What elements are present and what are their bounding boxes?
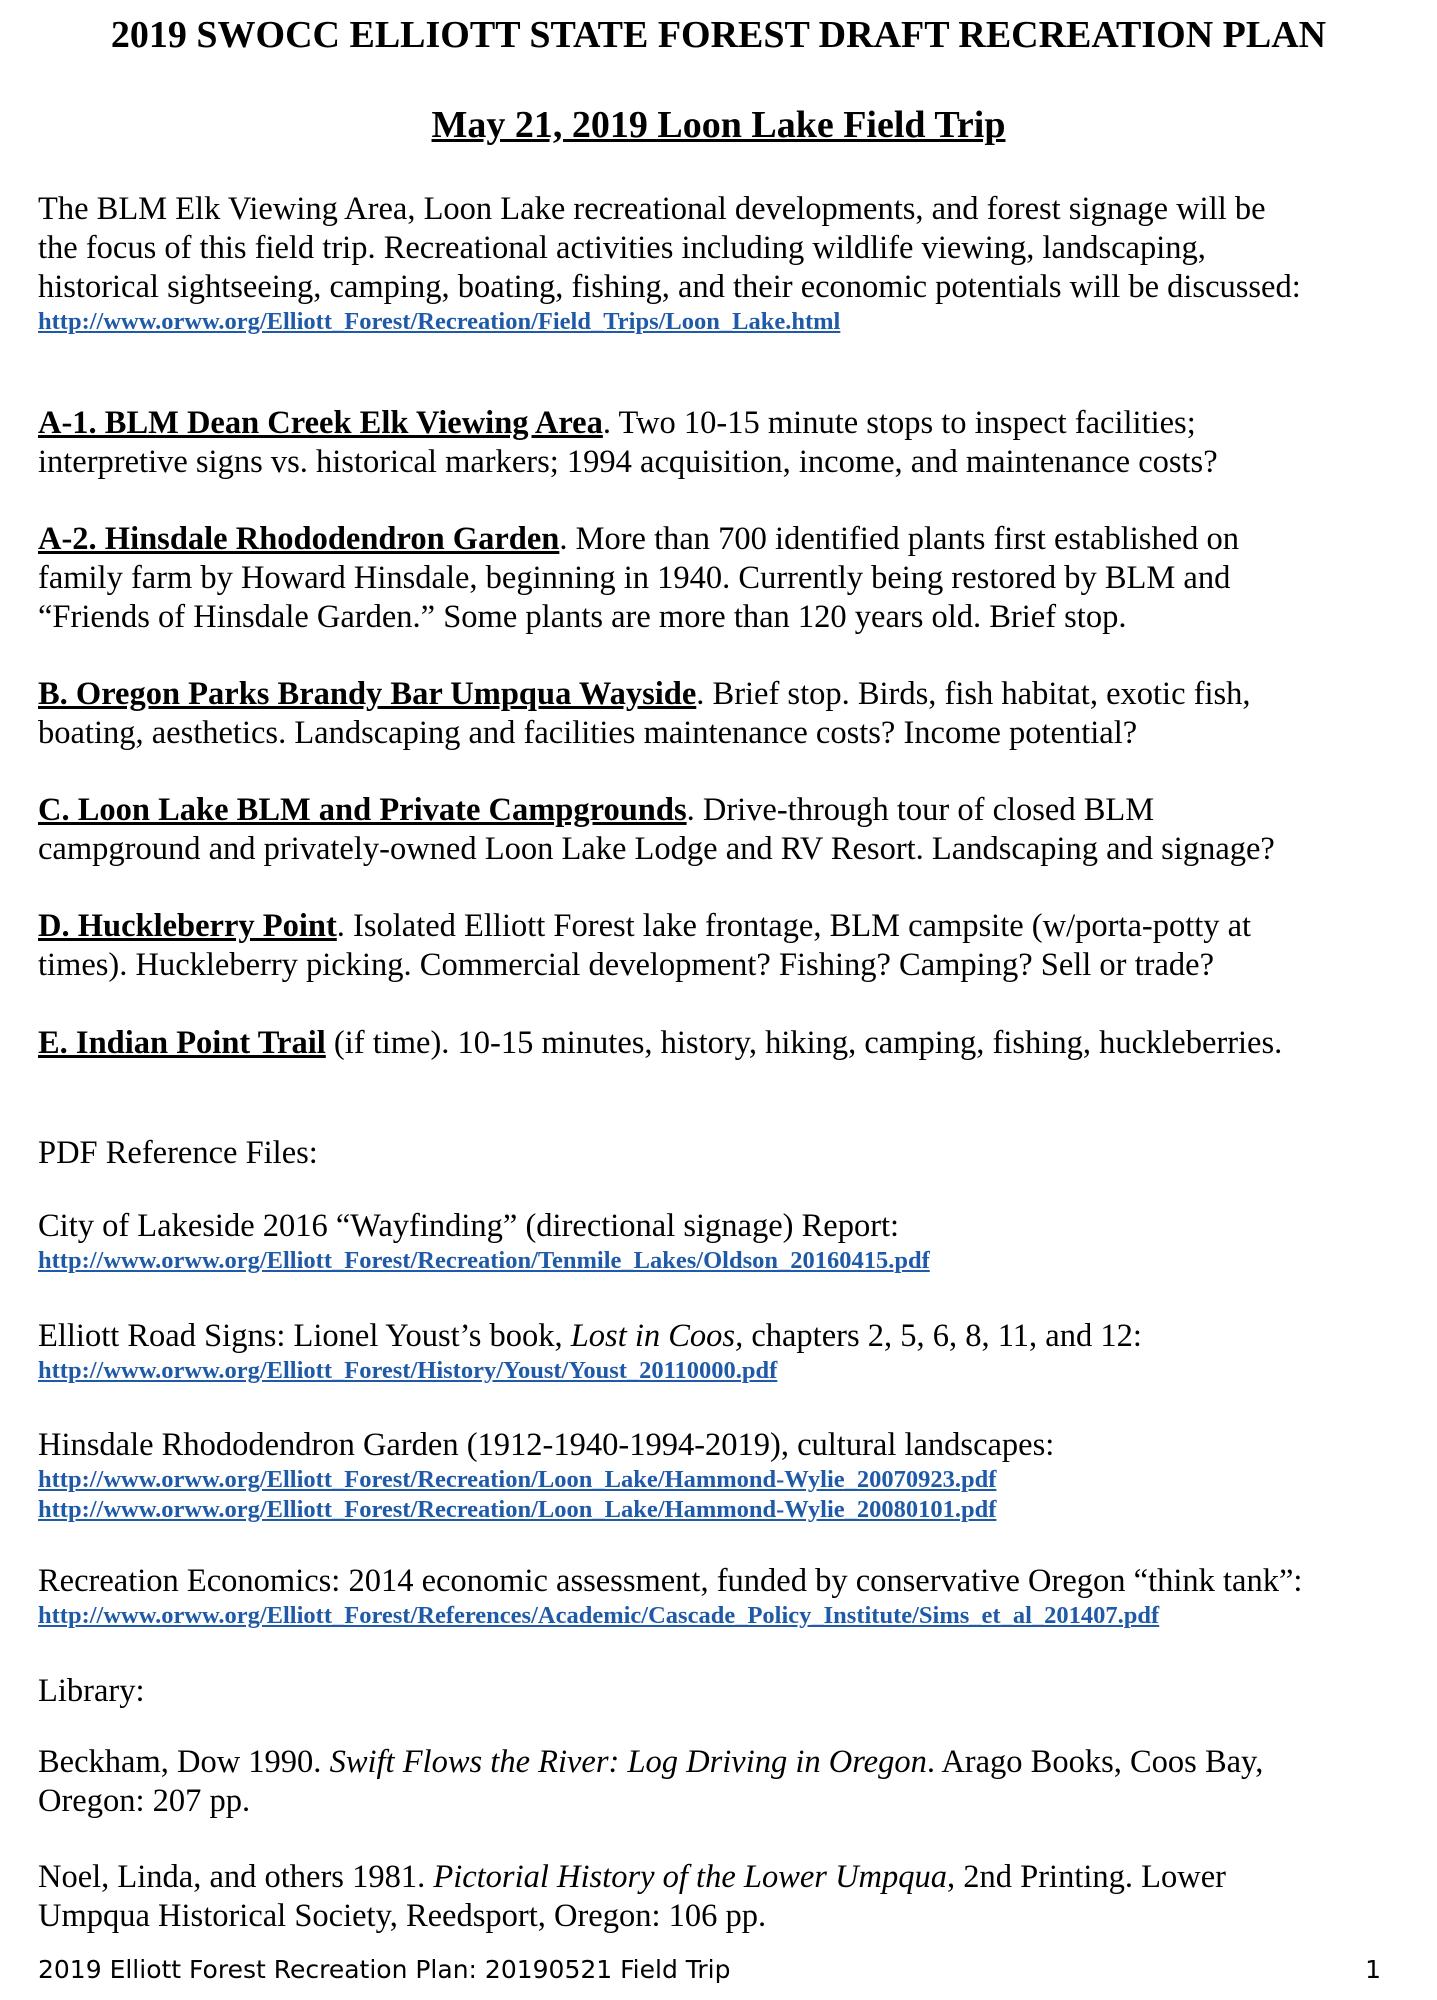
reference-economics xyxy=(38,1562,1408,1631)
stop-heading: D. Huckleberry Point xyxy=(38,908,337,944)
stop-heading: E. Indian Point Trail xyxy=(38,1025,326,1061)
library-beckham xyxy=(38,1743,1408,1821)
references-heading xyxy=(38,1134,1408,1173)
citation-text: Oregon: 207 pp. xyxy=(38,1783,251,1819)
citation-text: . Arago Books, Coos Bay, xyxy=(926,1744,1264,1780)
citation-text: Umpqua Historical Society, Reedsport, Oregon: 106 pp. xyxy=(38,1898,767,1934)
reference-text: chapters 2, 5, 6, 8, 11, and 12: xyxy=(743,1318,1142,1354)
stop-text: . More than 700 identified plants first established on xyxy=(559,521,1239,557)
page-number: 1 xyxy=(1365,1955,1381,1984)
citation-text: Noel, Linda, and others 1981. xyxy=(38,1859,434,1895)
stop-text: boating, aesthetics. Landscaping and facilities maintenance costs? Income potential? xyxy=(38,715,1138,751)
hammond-wylie-2007-link[interactable]: http://www.orww.org/Elliott_Forest/Recreation/Loon_Lake/Hammond-Wylie_20070923.pdf xyxy=(38,1466,997,1493)
book-title: Pictorial History of the Lower Umpqua xyxy=(433,1859,948,1895)
reference-hinsdale xyxy=(38,1426,1408,1525)
stop-text: times). Huckleberry picking. Commercial development? Fishing? Camping? Sell or trade? xyxy=(38,947,1214,983)
citation-text: , 2nd Printing. Lower xyxy=(947,1859,1226,1895)
youst-link[interactable]: http://www.orww.org/Elliott_Forest/History/Youst/Youst_20110000.pdf xyxy=(38,1357,778,1384)
stop-c xyxy=(38,791,1408,869)
stop-a1 xyxy=(38,404,1408,482)
library-heading xyxy=(38,1672,1408,1711)
stop-b xyxy=(38,675,1408,753)
stop-text: family farm by Howard Hinsdale, beginning in 1940. Currently being restored by BLM and xyxy=(38,560,1231,596)
field-trip-link[interactable]: http://www.orww.org/Elliott_Forest/Recreation/Field_Trips/Loon_Lake.html xyxy=(38,308,841,335)
hammond-wylie-2008-link[interactable]: http://www.orww.org/Elliott_Forest/Recreation/Loon_Lake/Hammond-Wylie_20080101.pdf xyxy=(38,1496,997,1523)
sims-link[interactable]: http://www.orww.org/Elliott_Forest/References/Academic/Cascade_Policy_Institute/Sims_et_al_201407.pdf xyxy=(38,1602,1160,1629)
intro-line: historical sightseeing, camping, boating, fishing, and their economic potentials will be discussed: xyxy=(38,269,1301,305)
library-heading-text: Library: xyxy=(38,1673,145,1709)
book-title: Swift Flows the River: Log Driving in Oregon xyxy=(329,1744,927,1780)
stop-text: . Two 10-15 minute stops to inspect facilities; xyxy=(602,405,1196,441)
stop-text: “Friends of Hinsdale Garden.” Some plants are more than 120 years old. Brief stop. xyxy=(38,599,1127,635)
stop-text: campground and privately-owned Loon Lake Lodge and RV Resort. Landscaping and signage? xyxy=(38,831,1275,867)
stop-e xyxy=(38,1024,1408,1063)
document-subtitle: May 21, 2019 Loon Lake Field Trip xyxy=(431,104,1006,146)
stop-heading: A-2. Hinsdale Rhododendron Garden xyxy=(38,521,560,557)
reference-text: Hinsdale Rhododendron Garden (1912-1940-1994-2019), cultural landscapes: xyxy=(38,1427,1055,1463)
footer-text: 2019 Elliott Forest Recreation Plan: 20190521 Field Trip xyxy=(38,1955,731,1984)
document-title: 2019 SWOCC ELLIOTT STATE FOREST DRAFT RECREATION PLAN xyxy=(110,14,1327,56)
citation-text: Beckham, Dow 1990. xyxy=(38,1744,330,1780)
stop-text: . Brief stop. Birds, fish habitat, exotic fish, xyxy=(696,676,1251,712)
library-noel xyxy=(38,1858,1408,1936)
intro-paragraph xyxy=(38,190,1408,337)
reference-text: Elliott Road Signs: Lionel Youst’s book, xyxy=(38,1318,571,1354)
reference-text: City of Lakeside 2016 “Wayfinding” (directional signage) Report: xyxy=(38,1208,900,1244)
stop-heading: C. Loon Lake BLM and Private Campgrounds xyxy=(38,792,687,828)
references-heading-text: PDF Reference Files: xyxy=(38,1135,318,1171)
reference-wayfinding xyxy=(38,1207,1408,1276)
reference-text: Recreation Economics: 2014 economic assessment, funded by conservative Oregon “think tank”: xyxy=(38,1563,1303,1599)
book-title: Lost in Coos, xyxy=(570,1318,744,1354)
stop-text: . Drive-through tour of closed BLM xyxy=(686,792,1155,828)
intro-line: The BLM Elk Viewing Area, Loon Lake recreational developments, and forest signage will be xyxy=(38,191,1266,227)
stop-text: . Isolated Elliott Forest lake frontage, BLM campsite (w/porta-potty at xyxy=(336,908,1252,944)
stop-a2 xyxy=(38,520,1408,637)
wayfinding-link[interactable]: http://www.orww.org/Elliott_Forest/Recreation/Tenmile_Lakes/Oldson_20160415.pdf xyxy=(38,1247,930,1274)
reference-road-signs xyxy=(38,1317,1408,1386)
page-footer xyxy=(38,1950,1381,1990)
stop-text: (if time). 10-15 minutes, history, hiking, camping, fishing, huckleberries. xyxy=(325,1025,1283,1061)
stop-heading: A-1. BLM Dean Creek Elk Viewing Area xyxy=(38,405,603,441)
intro-line: the focus of this field trip. Recreational activities including wildlife viewing, landscaping, xyxy=(38,230,1206,266)
stop-heading: B. Oregon Parks Brandy Bar Umpqua Wayside xyxy=(38,676,697,712)
stop-d xyxy=(38,907,1408,985)
stop-text: interpretive signs vs. historical markers; 1994 acquisition, income, and maintenance costs? xyxy=(38,444,1218,480)
